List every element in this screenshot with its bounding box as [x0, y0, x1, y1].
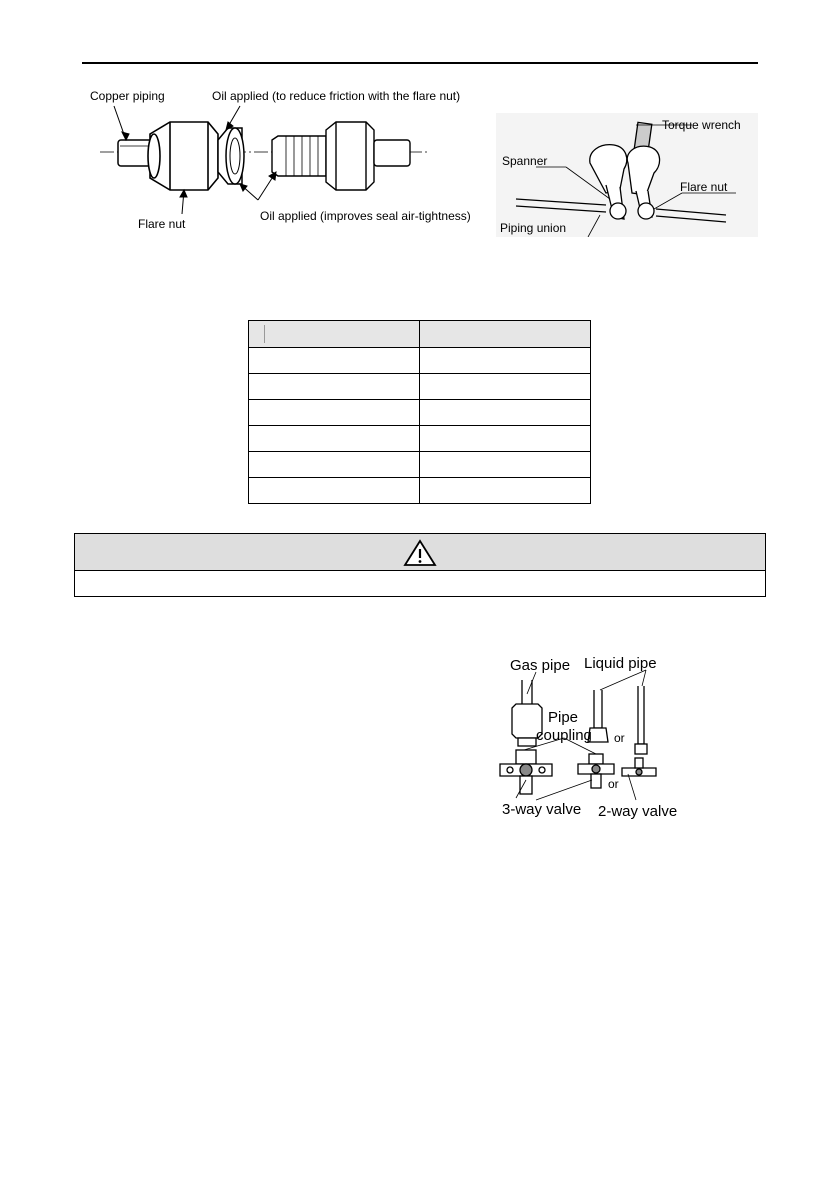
- warning-body: [75, 571, 765, 598]
- table-cell: [249, 348, 420, 374]
- label-or-2: or: [608, 777, 619, 791]
- table-row: [249, 426, 591, 452]
- wrench-tightening-figure: [496, 113, 758, 237]
- table-cell: [249, 400, 420, 426]
- label-flare-nut: Flare nut: [138, 217, 186, 231]
- label-oil-seal: Oil applied (improves seal air-tightness): [260, 209, 471, 223]
- label-coupling: coupling: [536, 727, 592, 744]
- table-cell: [420, 478, 591, 504]
- table-row: [249, 478, 591, 504]
- table-header-cell: [249, 321, 420, 348]
- flare-nut-shape: [148, 122, 218, 190]
- table-row: [249, 374, 591, 400]
- union-fitting: [272, 122, 410, 190]
- label-spanner: Spanner: [502, 154, 548, 168]
- label-or-1: or: [614, 731, 625, 745]
- label-three-way-valve: 3-way valve: [502, 801, 582, 818]
- torque-table: [248, 320, 591, 504]
- table-cell: [249, 452, 420, 478]
- flare-connection-figure: [80, 80, 500, 240]
- table-row: [249, 452, 591, 478]
- label-gas-pipe: Gas pipe: [510, 657, 571, 674]
- label-flare-nut-wrench: Flare nut: [680, 180, 728, 194]
- label-oil-friction: Oil applied (to reduce friction with the flare nut): [212, 89, 461, 103]
- table-cell: [420, 426, 591, 452]
- label-copper-piping: Copper piping: [90, 89, 165, 103]
- table-cell: [249, 478, 420, 504]
- warning-box: [74, 533, 766, 597]
- table-header-cell: [420, 321, 591, 348]
- table-cell: [420, 400, 591, 426]
- label-torque-wrench: Torque wrench: [662, 118, 741, 132]
- label-two-way-valve: 2-way valve: [598, 803, 678, 820]
- table-cell: [249, 426, 420, 452]
- label-piping-union: Piping union: [500, 221, 567, 235]
- table-cell: [249, 374, 420, 400]
- table-row: [249, 400, 591, 426]
- label-pipe: Pipe: [548, 709, 579, 726]
- three-way-valve-shape: [500, 750, 552, 794]
- warning-header: [75, 534, 765, 571]
- table-row: [249, 348, 591, 374]
- label-liquid-pipe: Liquid pipe: [584, 655, 657, 672]
- table-cell: [420, 452, 591, 478]
- flared-end: [218, 128, 244, 184]
- header-rule: [82, 62, 758, 64]
- table-cell: [420, 348, 591, 374]
- valve-connection-figure: [496, 650, 696, 820]
- table-header-row: [249, 321, 591, 348]
- warning-triangle-icon: [403, 539, 437, 567]
- table-cell: [420, 374, 591, 400]
